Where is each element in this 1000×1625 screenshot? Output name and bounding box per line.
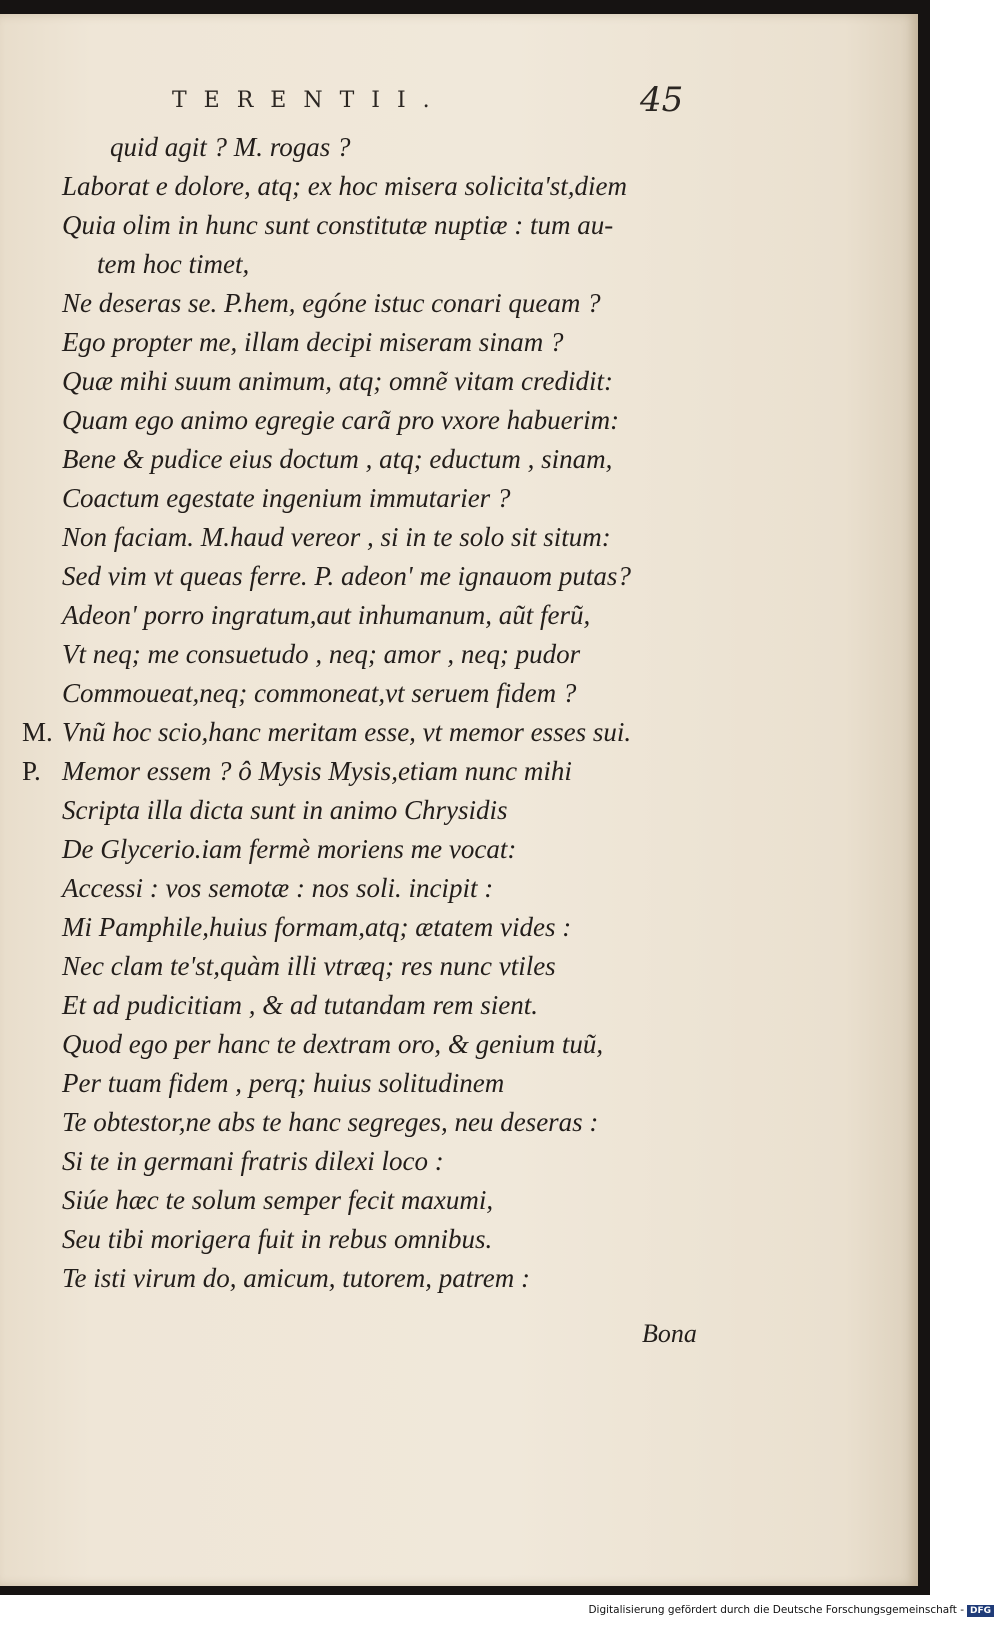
verse-line	[62, 245, 722, 284]
book-page	[0, 14, 918, 1586]
running-head: TERENTII.	[172, 88, 447, 113]
verse-line	[62, 440, 722, 479]
verse-line	[62, 401, 722, 440]
verse-line	[62, 167, 722, 206]
verse-line-text: Accessi : vos semotæ : nos soli. incipit :	[62, 873, 494, 903]
catchword: Bona	[642, 1319, 697, 1348]
verse-line	[62, 323, 722, 362]
verse-line-text: Coactum egestate ingenium immutarier ?	[62, 483, 511, 513]
verse-line-text: Quam ego animo egregie carã pro vxore habuerim:	[62, 405, 620, 435]
verse-line-text: Te isti virum do, amicum, tutorem, patrem :	[62, 1263, 530, 1293]
verse-line	[62, 518, 722, 557]
verse-line	[62, 830, 722, 869]
verse-line	[62, 128, 722, 167]
speaker-marker: P.	[22, 756, 41, 786]
verse-line-text: Te obtestor,ne abs te hanc segreges, neu deseras :	[62, 1107, 599, 1137]
verse-line	[62, 908, 722, 947]
verse-line-text: Bene & pudice eius doctum , atq; eductum , sinam,	[62, 444, 613, 474]
verse-line	[62, 791, 722, 830]
verse-line	[62, 674, 722, 713]
verse-line	[22, 752, 722, 791]
verse-line-text: quid agit ? M. rogas ?	[110, 132, 351, 162]
verse-line	[62, 1064, 722, 1103]
footer-text: Digitalisierung gefördert durch die Deutsche Forschungsgemeinschaft -	[588, 1604, 964, 1616]
verse-line-text: De Glycerio.iam fermè moriens me vocat:	[62, 834, 517, 864]
verse-line-text: Non faciam. M.haud vereor , si in te solo sit situm:	[62, 522, 611, 552]
verse-line-text: Memor essem ? ô Mysis Mysis,etiam nunc mihi	[62, 756, 572, 786]
speaker-marker: M.	[22, 717, 53, 747]
verse-line	[62, 479, 722, 518]
page-number: 45	[640, 80, 684, 120]
verse-line-text: Laborat e dolore, atq; ex hoc misera solicita'st,diem	[62, 171, 627, 201]
verse-line	[62, 947, 722, 986]
verse-line-text: Sed vim vt queas ferre. P. adeon' me ignauom putas?	[62, 561, 631, 591]
verse-line	[62, 362, 722, 401]
verse-line	[62, 986, 722, 1025]
verse-line-text: Vnũ hoc scio,hanc meritam esse, vt memor esses sui.	[62, 717, 632, 747]
verse-line-text: Siúe hæc te solum semper fecit maxumi,	[62, 1185, 494, 1215]
verse-line-text: Et ad pudicitiam , & ad tutandam rem sient.	[62, 990, 538, 1020]
verse-line	[62, 557, 722, 596]
verse-line-text: Quod ego per hanc te dextram oro, & genium tuũ,	[62, 1029, 604, 1059]
verse-line-text: Commoueat,neq; commoneat,vt seruem fidem ?	[62, 678, 577, 708]
dfg-logo-icon: DFG	[967, 1605, 994, 1617]
verse-line	[62, 869, 722, 908]
verse-line-text: Scripta illa dicta sunt in animo Chrysidis	[62, 795, 508, 825]
verse-line-text: Ego propter me, illam decipi miseram sinam ?	[62, 327, 564, 357]
verse-line-text: Adeon' porro ingratum,aut inhumanum, aũt ferũ,	[62, 600, 591, 630]
verse-line	[62, 1103, 722, 1142]
text-block	[22, 128, 722, 1298]
digitization-footer	[588, 1604, 994, 1617]
verse-line-text: Quæ mihi suum animum, atq; omnẽ vitam credidit:	[62, 366, 613, 396]
verse-line-text: Nec clam te'st,quàm illi vtræq; res nunc vtiles	[62, 951, 556, 981]
verse-line-text: Per tuam fidem , perq; huius solitudinem	[62, 1068, 505, 1098]
verse-line-text: Ne deseras se. P.hem, egóne istuc conari queam ?	[62, 288, 601, 318]
verse-line	[62, 635, 722, 674]
verse-line	[22, 713, 722, 752]
verse-line-text: Mi Pamphile,huius formam,atq; ætatem vides :	[62, 912, 572, 942]
verse-line-text: Quia olim in hunc sunt constitutæ nuptiæ : tum au-	[62, 210, 614, 240]
verse-line	[62, 206, 722, 245]
verse-line	[62, 1181, 722, 1220]
verse-line	[62, 1220, 722, 1259]
verse-line	[62, 596, 722, 635]
verse-line	[62, 1142, 722, 1181]
verse-line	[62, 284, 722, 323]
verse-line	[62, 1025, 722, 1064]
verse-line-text: tem hoc timet,	[97, 249, 250, 279]
verse-line-text: Seu tibi morigera fuit in rebus omnibus.	[62, 1224, 493, 1254]
verse-line-text: Vt neq; me consuetudo , neq; amor , neq; pudor	[62, 639, 581, 669]
verse-line	[62, 1259, 722, 1298]
verse-line-text: Si te in germani fratris dilexi loco :	[62, 1146, 444, 1176]
